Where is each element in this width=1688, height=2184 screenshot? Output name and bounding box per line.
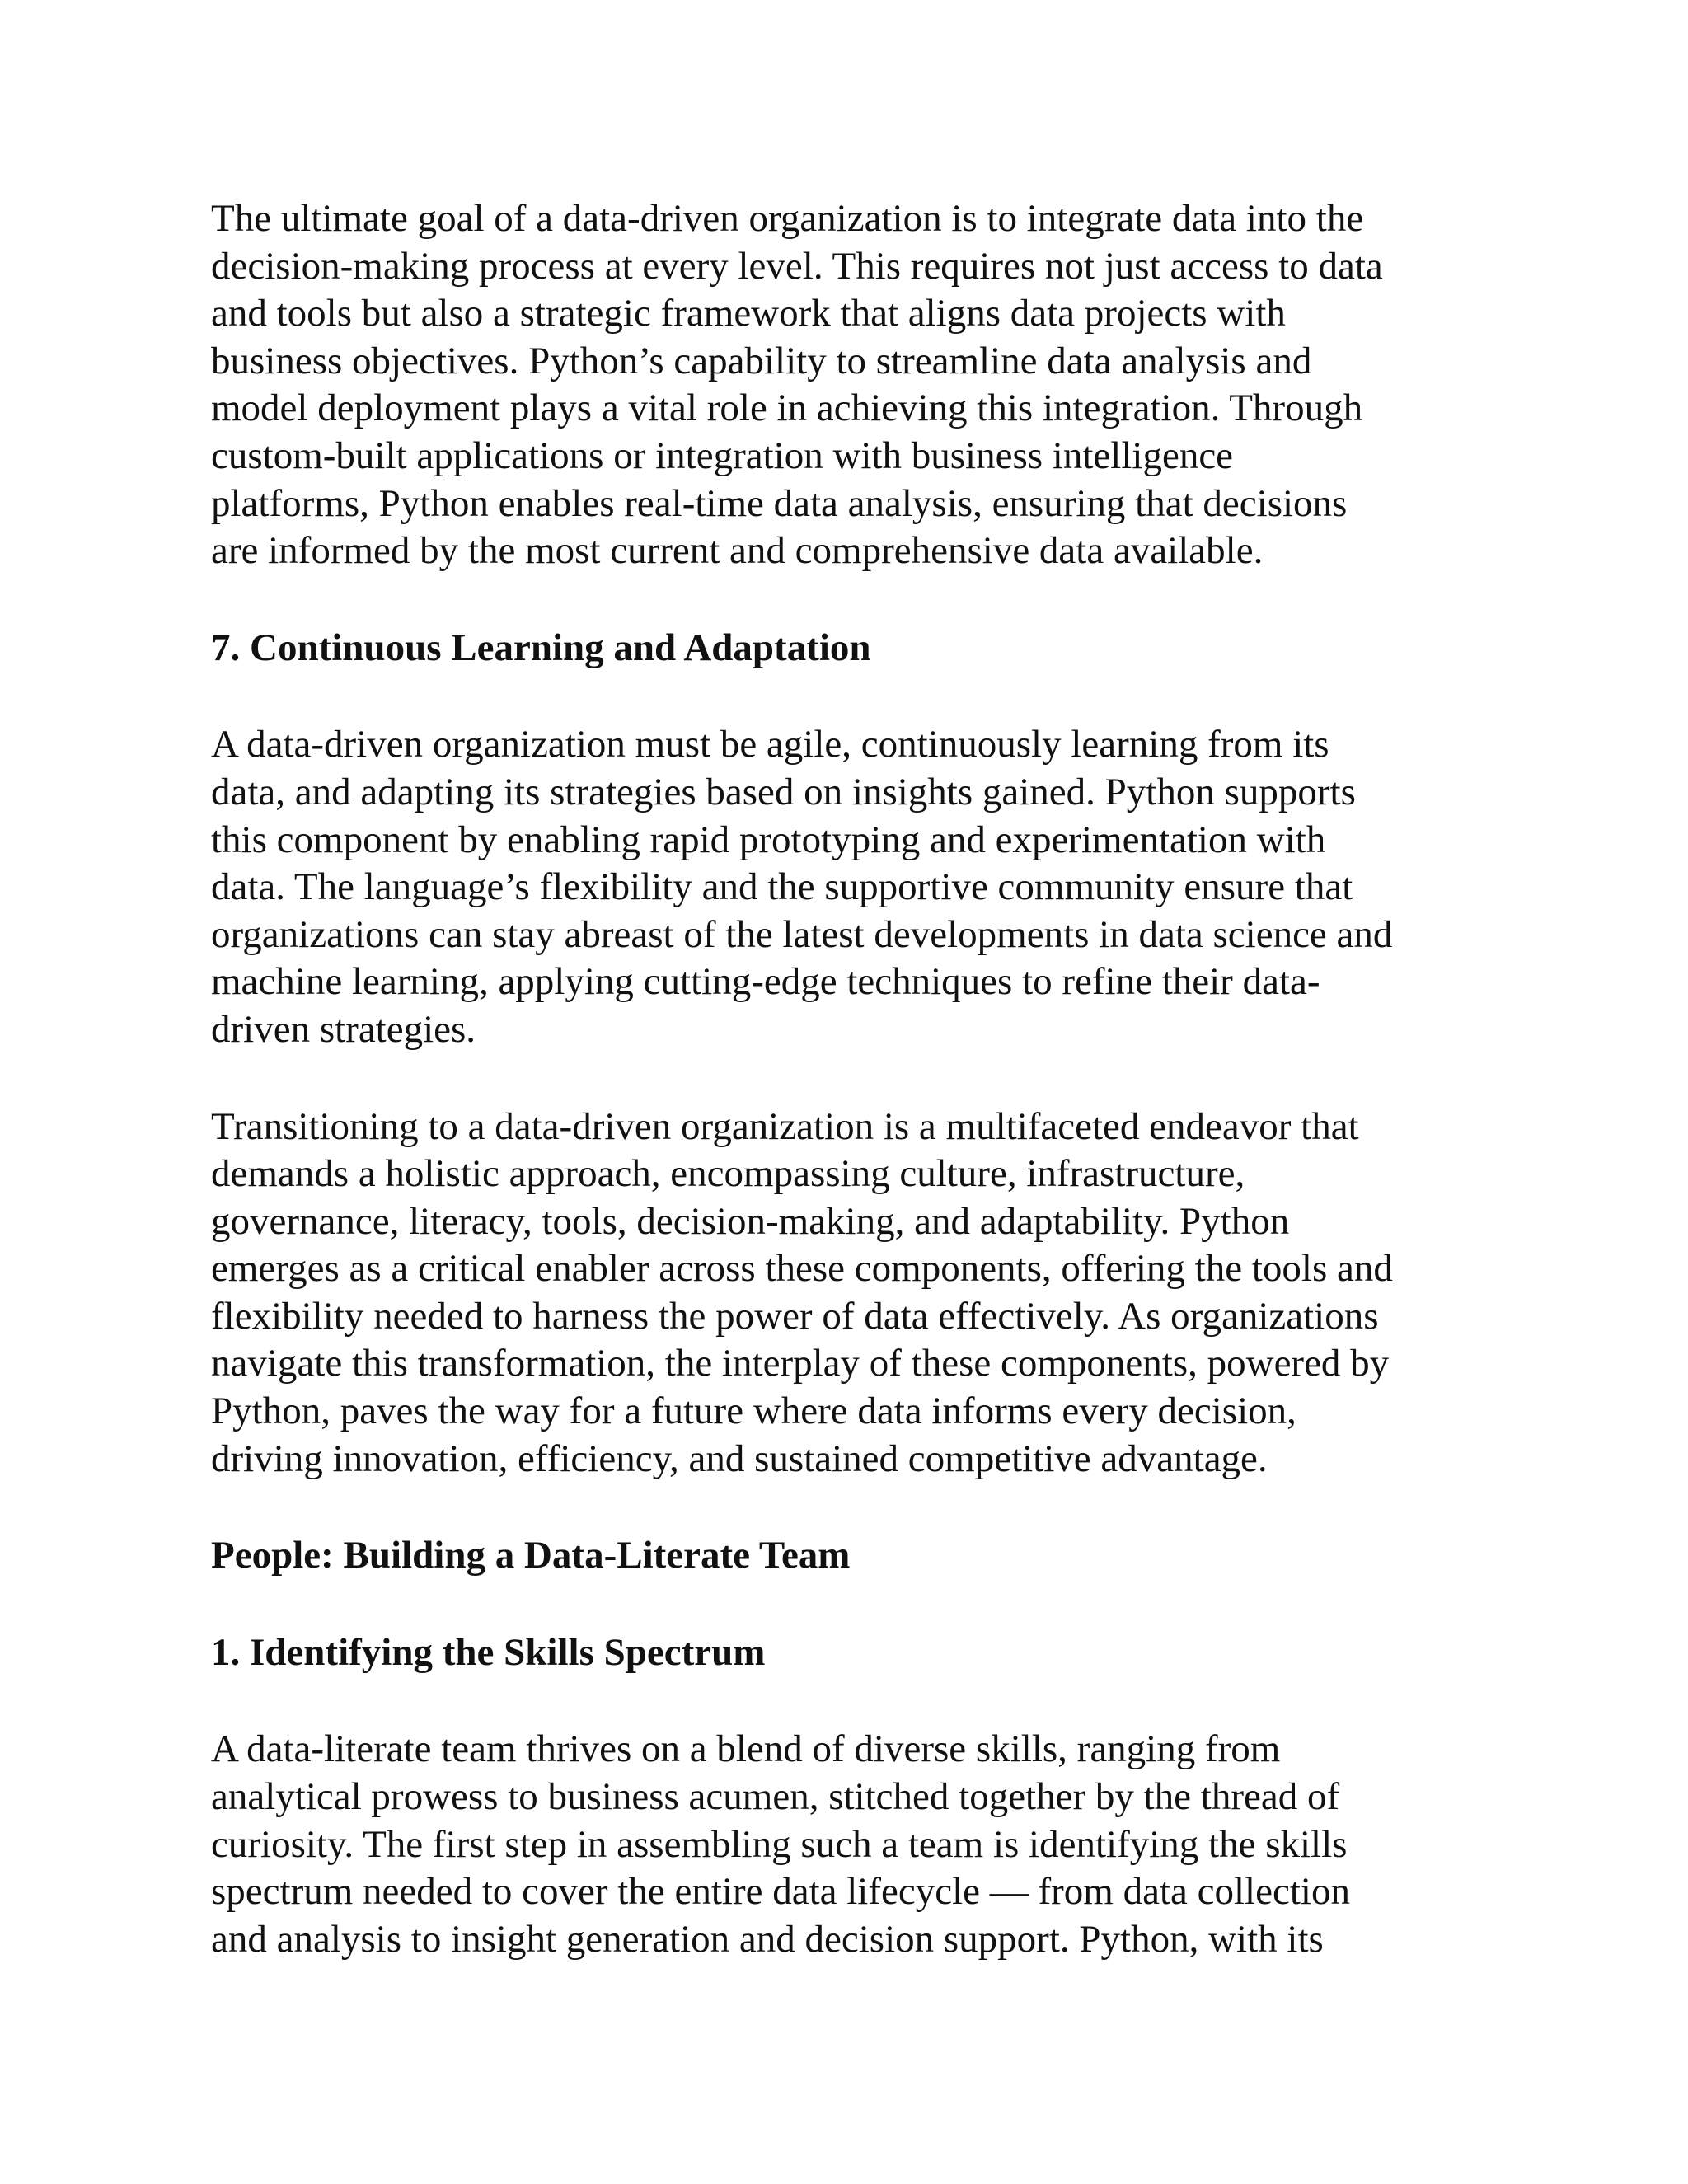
text-line: Transitioning to a data-driven organization is a multifaceted endeavor that: [211, 1104, 1359, 1148]
paragraph-continuous-learning: [211, 721, 1497, 1053]
text-line: and tools but also a strategic framework that aligns data projects with: [211, 292, 1286, 335]
text-line: are informed by the most current and comprehensive data available.: [211, 529, 1264, 573]
text-line: Python, paves the way for a future where data informs every decision,: [211, 1390, 1296, 1433]
section-heading-continuous-learning: 7. Continuous Learning and Adaptation: [211, 626, 871, 669]
text-line: flexibility needed to harness the power of data effectively. As organizations: [211, 1294, 1379, 1338]
text-line: model deployment plays a vital role in achieving this integration. Through: [211, 387, 1363, 430]
document-page: [211, 195, 1497, 1963]
text-line: and analysis to insight generation and decision support. Python, with its: [211, 1917, 1324, 1961]
paragraph-transitioning: [211, 1104, 1497, 1483]
text-line: emerges as a critical enabler across these components, offering the tools and: [211, 1247, 1393, 1291]
text-line: driven strategies.: [211, 1007, 476, 1051]
text-line: data. The language’s flexibility and the supportive community ensure that: [211, 865, 1353, 909]
text-line: machine learning, applying cutting-edge techniques to refine their data-: [211, 960, 1320, 1004]
text-line: platforms, Python enables real-time data analysis, ensuring that decisions: [211, 481, 1348, 525]
text-line: business objectives. Python’s capability to streamline data analysis and: [211, 339, 1312, 382]
text-line: analytical prowess to business acumen, stitched together by the thread of: [211, 1775, 1340, 1819]
paragraph-skills-spectrum: [211, 1726, 1497, 1963]
text-line: curiosity. The first step in assembling such a team is identifying the skills: [211, 1822, 1348, 1866]
text-line: this component by enabling rapid prototyping and experimentation with: [211, 818, 1326, 861]
section-heading-people: People: Building a Data-Literate Team: [211, 1534, 851, 1577]
section-heading-skills-spectrum: 1. Identifying the Skills Spectrum: [211, 1630, 766, 1674]
text-line: driving innovation, efficiency, and sustained competitive advantage.: [211, 1436, 1268, 1480]
text-line: A data-driven organization must be agile, continuously learning from its: [211, 723, 1329, 766]
text-line: A data-literate team thrives on a blend of diverse skills, ranging from: [211, 1727, 1281, 1771]
text-line: decision-making process at every level. This requires not just access to data: [211, 244, 1383, 288]
text-line: organizations can stay abreast of the latest developments in data science and: [211, 912, 1393, 956]
text-line: spectrum needed to cover the entire data lifecycle — from data collection: [211, 1870, 1350, 1914]
text-line: data, and adapting its strategies based on insights gained. Python supports: [211, 770, 1356, 813]
text-line: navigate this transformation, the interplay of these components, powered by: [211, 1342, 1390, 1385]
text-line: custom-built applications or integration with business intelligence: [211, 434, 1234, 477]
text-line: demands a holistic approach, encompassing culture, infrastructure,: [211, 1152, 1245, 1196]
paragraph-data-driven-goal: [211, 195, 1497, 575]
text-line: The ultimate goal of a data-driven organization is to integrate data into the: [211, 197, 1364, 240]
text-line: governance, literacy, tools, decision-making, and adaptability. Python: [211, 1199, 1290, 1243]
